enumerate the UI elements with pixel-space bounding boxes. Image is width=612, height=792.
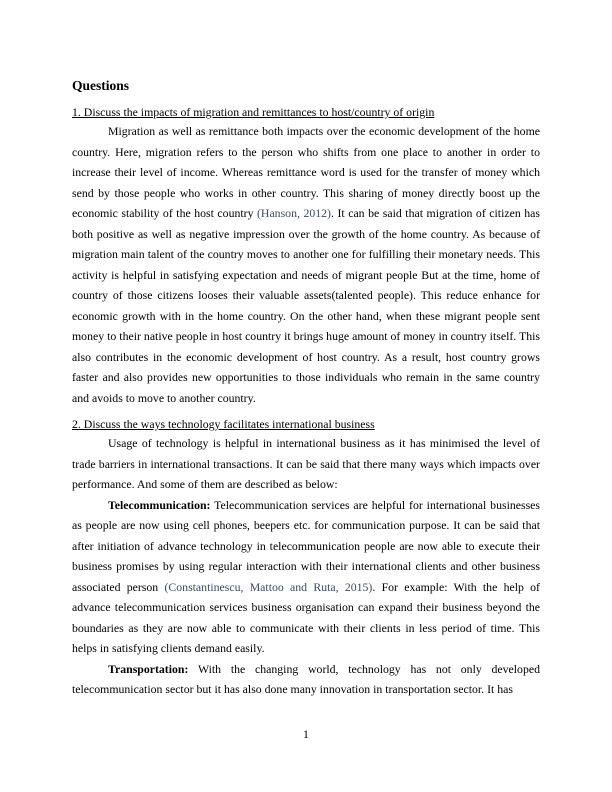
telecom-text-part-1: Telecommunication services are helpful for international businesses as people are now using cell phones, beepers etc. for communication purpose. It can be said that after initiation of advance technology in telecommunication people are now able to execute their business promises by using regular interaction with their international clients and other business associated person [72, 497, 540, 594]
citation-constantinescu: (Constantinescu, Mattoo and Ruta, 2015) [164, 579, 373, 594]
page-number: 1 [303, 727, 309, 741]
transportation-paragraph [72, 659, 540, 700]
question-1-title: 1. Discuss the impacts of migration and remittances to host/country of origin [72, 105, 435, 119]
transport-text: With the changing world, technology has not only developed telecommunication sector but it has also done many innovation in transportation sector. It has [72, 661, 540, 696]
section-heading: Questions [72, 78, 130, 93]
telecommunication-label: Telecommunication: [108, 497, 211, 512]
page-content [72, 77, 540, 700]
citation-hanson: (Hanson, 2012) [257, 206, 331, 220]
question-2-title: 2. Discuss the ways technology facilitates international business [72, 417, 375, 431]
question-2-intro: Usage of technology is helpful in international business as it has minimised the level of trade barriers in international transactions. It can be said that there many ways which impacts over performance. And some of them are described as below: [72, 436, 540, 491]
question-1-paragraph [72, 121, 540, 408]
telecommunication-paragraph [72, 495, 540, 659]
q1-text-part-2: . It can be said that migration of citizen has both positive as well as negative impression over the growth of the home country. As because of migration main talent of the country moves to another one for fulfilling their monetary needs. This activity is helpful in satisfying expectation and needs of migrant people But at the time, home of country of those citizens looses their valuable assets(talented people). This reduce enhance for economic growth with in the home country. On the other hand, when these migrant people sent money to their native people in host country it brings huge amount of money in country itself. This also contributes in the economic development of host country. As a result, host country grows faster and also provides new opportunities to those individuals who remain in the same country and avoids to move to another country. [72, 206, 540, 405]
q1-text-part-1: Migration as well as remittance both impacts over the economic development of the home country. Here, migration refers to the person who shifts from one place to another in order to increase their level of income. Whereas remittance word is used for the transfer of money which send by those people who works in other country. This sharing of money directly boost up the economic stability of the host country [72, 124, 540, 220]
transportation-label: Transportation: [108, 661, 189, 676]
telecom-text-part-2: . For example: With the help of advance telecommunication services business organisation can expand their business beyond the boundaries as they are now able to communicate with their clients in less period of time. This helps in satisfying clients demand easily. [72, 579, 540, 655]
